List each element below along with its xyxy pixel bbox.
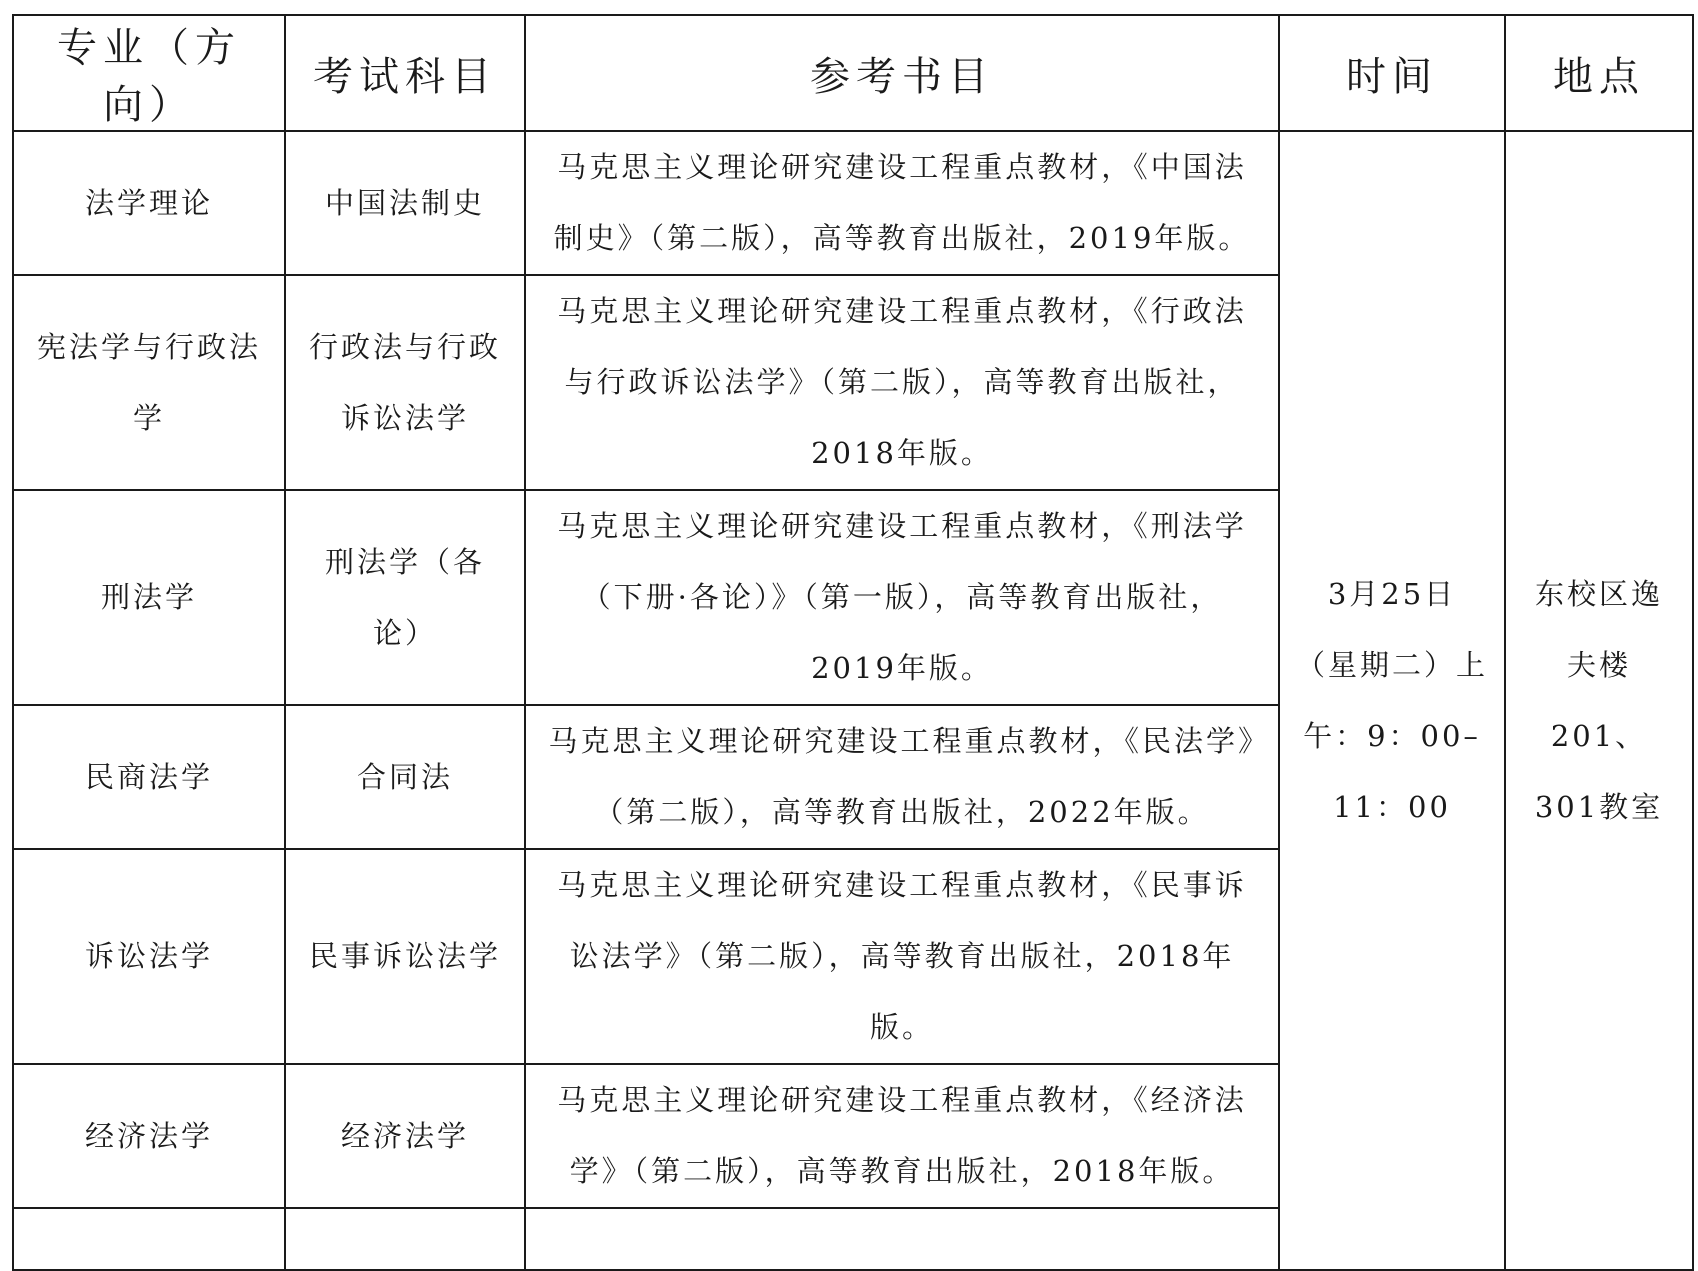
subject-cell [285, 1208, 525, 1270]
reference-book-cell: 马克思主义理论研究建设工程重点教材，《刑法学（下册·各论）》（第一版），高等教育出版社，2019年版。 [525, 490, 1279, 705]
subject-cell: 中国法制史 [285, 131, 525, 275]
major-cell: 刑法学 [13, 490, 285, 705]
reference-book-cell: 马克思主义理论研究建设工程重点教材，《民法学》（第二版），高等教育出版社，2022年版。 [525, 705, 1279, 849]
major-cell: 法学理论 [13, 131, 285, 275]
reference-book-cell [525, 1208, 1279, 1270]
header-major: 专业（方向） [13, 15, 285, 131]
reference-book-cell: 马克思主义理论研究建设工程重点教材，《民事诉讼法学》（第二版），高等教育出版社，2018年版。 [525, 849, 1279, 1064]
exam-location-cell: 东校区逸夫楼201、301教室 [1505, 131, 1693, 1270]
reference-book-cell: 马克思主义理论研究建设工程重点教材，《中国法制史》（第二版），高等教育出版社，2019年版。 [525, 131, 1279, 275]
major-cell [13, 1208, 285, 1270]
exam-schedule-table [12, 14, 1694, 1271]
subject-cell: 合同法 [285, 705, 525, 849]
major-cell: 诉讼法学 [13, 849, 285, 1064]
reference-book-cell: 马克思主义理论研究建设工程重点教材，《经济法学》（第二版），高等教育出版社，2018年版。 [525, 1064, 1279, 1208]
header-reference-books: 参考书目 [525, 15, 1279, 131]
exam-time-cell: 3月25日（星期二）上午：9：00–11：00 [1279, 131, 1505, 1270]
table-row [13, 131, 1693, 275]
major-cell: 宪法学与行政法学 [13, 275, 285, 490]
subject-cell: 民事诉讼法学 [285, 849, 525, 1064]
exam-schedule-document [12, 14, 1692, 1188]
subject-cell: 经济法学 [285, 1064, 525, 1208]
subject-cell: 行政法与行政诉讼法学 [285, 275, 525, 490]
table-header-row [13, 15, 1693, 131]
subject-cell: 刑法学（各论） [285, 490, 525, 705]
reference-book-cell: 马克思主义理论研究建设工程重点教材，《行政法与行政诉讼法学》（第二版），高等教育出版社，2018年版。 [525, 275, 1279, 490]
major-cell: 经济法学 [13, 1064, 285, 1208]
header-time: 时间 [1279, 15, 1505, 131]
header-subject: 考试科目 [285, 15, 525, 131]
header-location: 地点 [1505, 15, 1693, 131]
major-cell: 民商法学 [13, 705, 285, 849]
